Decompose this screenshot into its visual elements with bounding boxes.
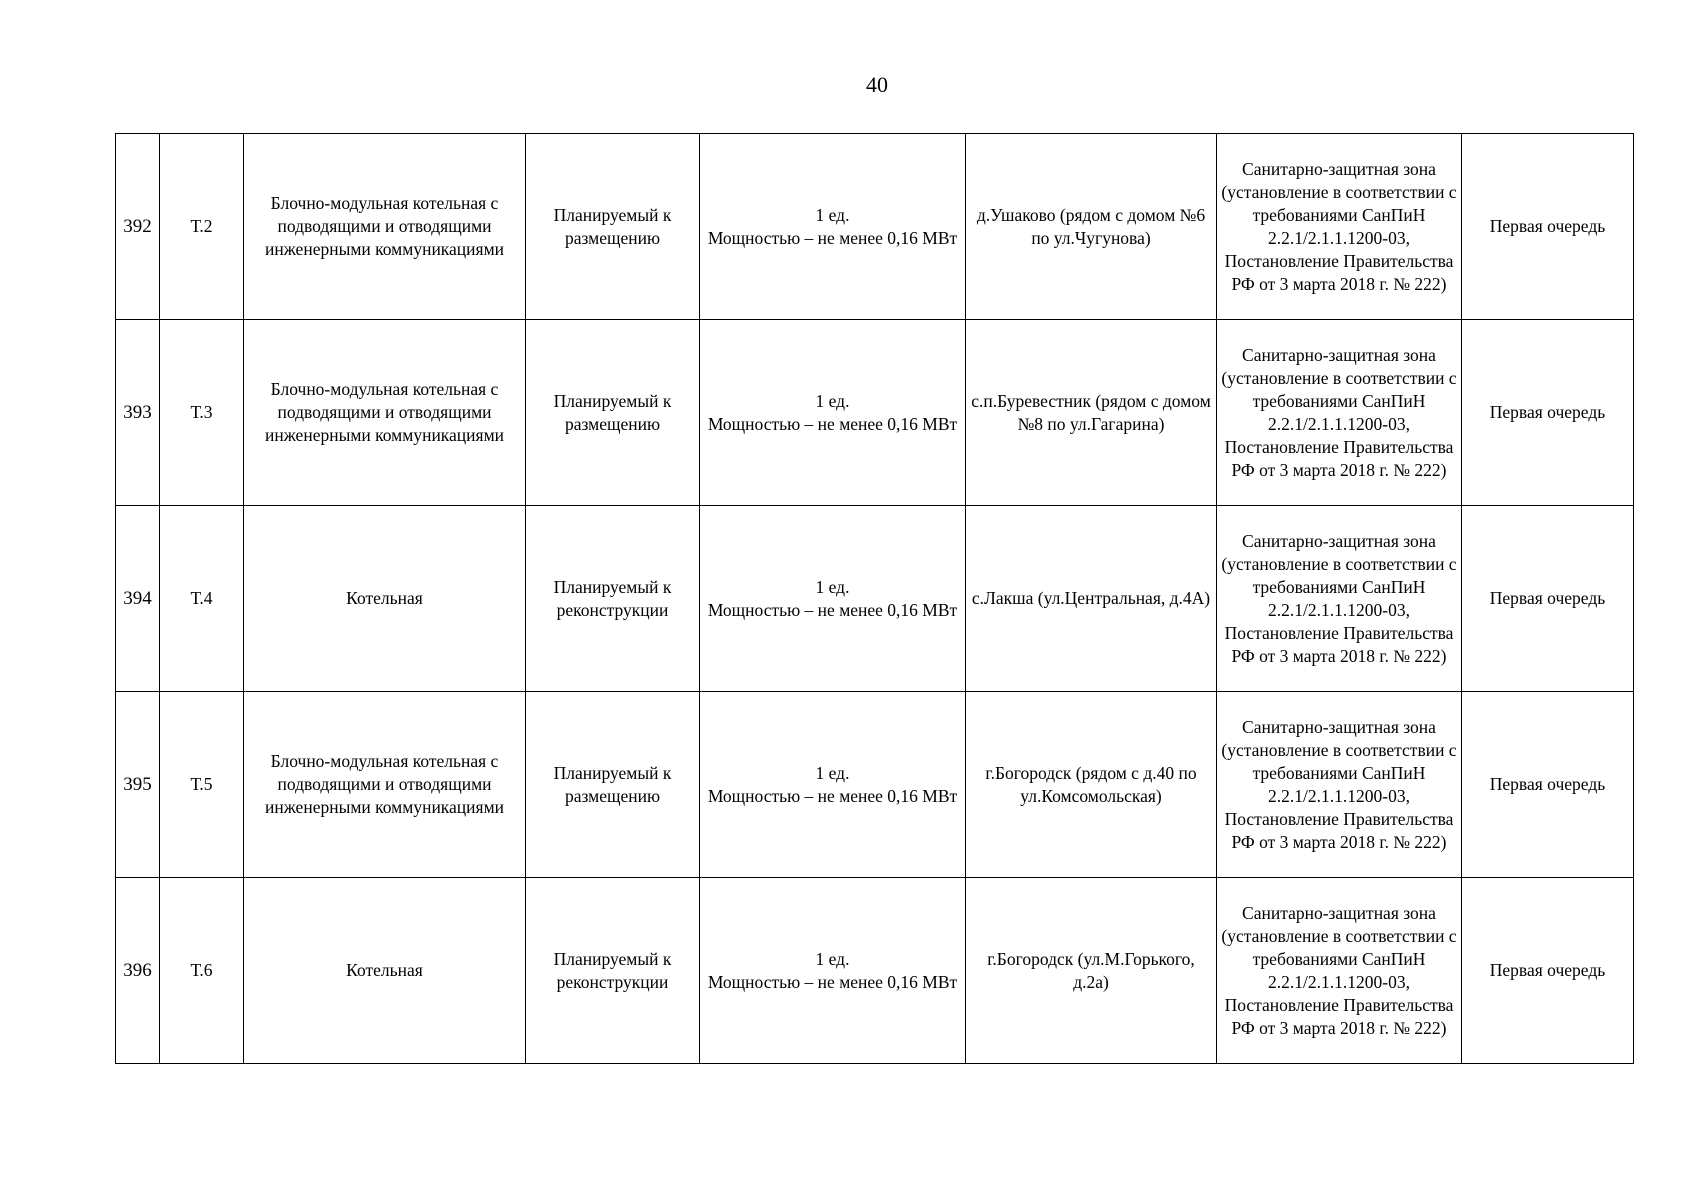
row-number: 392 [116, 134, 160, 320]
object-status: Планируемый к размещению [526, 692, 700, 878]
object-stage: Первая очередь [1462, 506, 1634, 692]
object-capacity [700, 878, 966, 1064]
capacity-quantity: 1 ед. [815, 762, 850, 783]
object-location: г.Богородск (ул.М.Горького, д.2а) [966, 878, 1217, 1064]
capacity-power: Мощностью – не менее 0,16 МВт [707, 413, 958, 434]
object-stage: Первая очередь [1462, 878, 1634, 1064]
object-zone: Санитарно-защитная зона (установление в соответствии с требованиями СанПиН 2.2.1/2.1.1.1200-03, Постановление Правительства РФ от 3 марта 2018 г. № 222) [1217, 878, 1462, 1064]
capacity-quantity: 1 ед. [815, 204, 850, 225]
capacity-quantity: 1 ед. [815, 948, 850, 969]
capacity-power: Мощностью – не менее 0,16 МВт [707, 227, 958, 248]
table-row [116, 506, 1634, 692]
object-code: Т.2 [160, 134, 244, 320]
object-stage: Первая очередь [1462, 320, 1634, 506]
object-zone: Санитарно-защитная зона (установление в соответствии с требованиями СанПиН 2.2.1/2.1.1.1200-03, Постановление Правительства РФ от 3 марта 2018 г. № 222) [1217, 320, 1462, 506]
object-status: Планируемый к реконструкции [526, 506, 700, 692]
object-status: Планируемый к размещению [526, 134, 700, 320]
object-status: Планируемый к размещению [526, 320, 700, 506]
object-location: д.Ушаково (рядом с домом №6 по ул.Чугунова) [966, 134, 1217, 320]
object-name: Котельная [244, 878, 526, 1064]
object-capacity [700, 134, 966, 320]
object-code: Т.5 [160, 692, 244, 878]
capacity-quantity: 1 ед. [815, 390, 850, 411]
object-name: Блочно-модульная котельная с подводящими и отводящими инженерными коммуникациями [244, 692, 526, 878]
object-name: Блочно-модульная котельная с подводящими и отводящими инженерными коммуникациями [244, 134, 526, 320]
object-capacity [700, 506, 966, 692]
table-row [116, 692, 1634, 878]
object-zone: Санитарно-защитная зона (установление в соответствии с требованиями СанПиН 2.2.1/2.1.1.1200-03, Постановление Правительства РФ от 3 марта 2018 г. № 222) [1217, 134, 1462, 320]
object-stage: Первая очередь [1462, 134, 1634, 320]
capacity-power: Мощностью – не менее 0,16 МВт [707, 785, 958, 806]
table-row [116, 320, 1634, 506]
object-location: с.п.Буревестник (рядом с домом №8 по ул.Гагарина) [966, 320, 1217, 506]
object-zone: Санитарно-защитная зона (установление в соответствии с требованиями СанПиН 2.2.1/2.1.1.1200-03, Постановление Правительства РФ от 3 марта 2018 г. № 222) [1217, 692, 1462, 878]
row-number: 396 [116, 878, 160, 1064]
row-number: 395 [116, 692, 160, 878]
capacity-power: Мощностью – не менее 0,16 МВт [707, 599, 958, 620]
capacity-quantity: 1 ед. [815, 576, 850, 597]
object-code: Т.4 [160, 506, 244, 692]
object-name: Котельная [244, 506, 526, 692]
object-code: Т.3 [160, 320, 244, 506]
object-capacity [700, 692, 966, 878]
object-location: г.Богородск (рядом с д.40 по ул.Комсомольская) [966, 692, 1217, 878]
table-row [116, 134, 1634, 320]
row-number: 394 [116, 506, 160, 692]
object-capacity [700, 320, 966, 506]
table-row [116, 878, 1634, 1064]
object-code: Т.6 [160, 878, 244, 1064]
object-name: Блочно-модульная котельная с подводящими и отводящими инженерными коммуникациями [244, 320, 526, 506]
object-status: Планируемый к реконструкции [526, 878, 700, 1064]
page-number: 40 [866, 72, 888, 97]
object-location: с.Лакша (ул.Центральная, д.4А) [966, 506, 1217, 692]
objects-table [115, 133, 1634, 1064]
capacity-power: Мощностью – не менее 0,16 МВт [707, 971, 958, 992]
object-stage: Первая очередь [1462, 692, 1634, 878]
object-zone: Санитарно-защитная зона (установление в соответствии с требованиями СанПиН 2.2.1/2.1.1.1200-03, Постановление Правительства РФ от 3 марта 2018 г. № 222) [1217, 506, 1462, 692]
row-number: 393 [116, 320, 160, 506]
